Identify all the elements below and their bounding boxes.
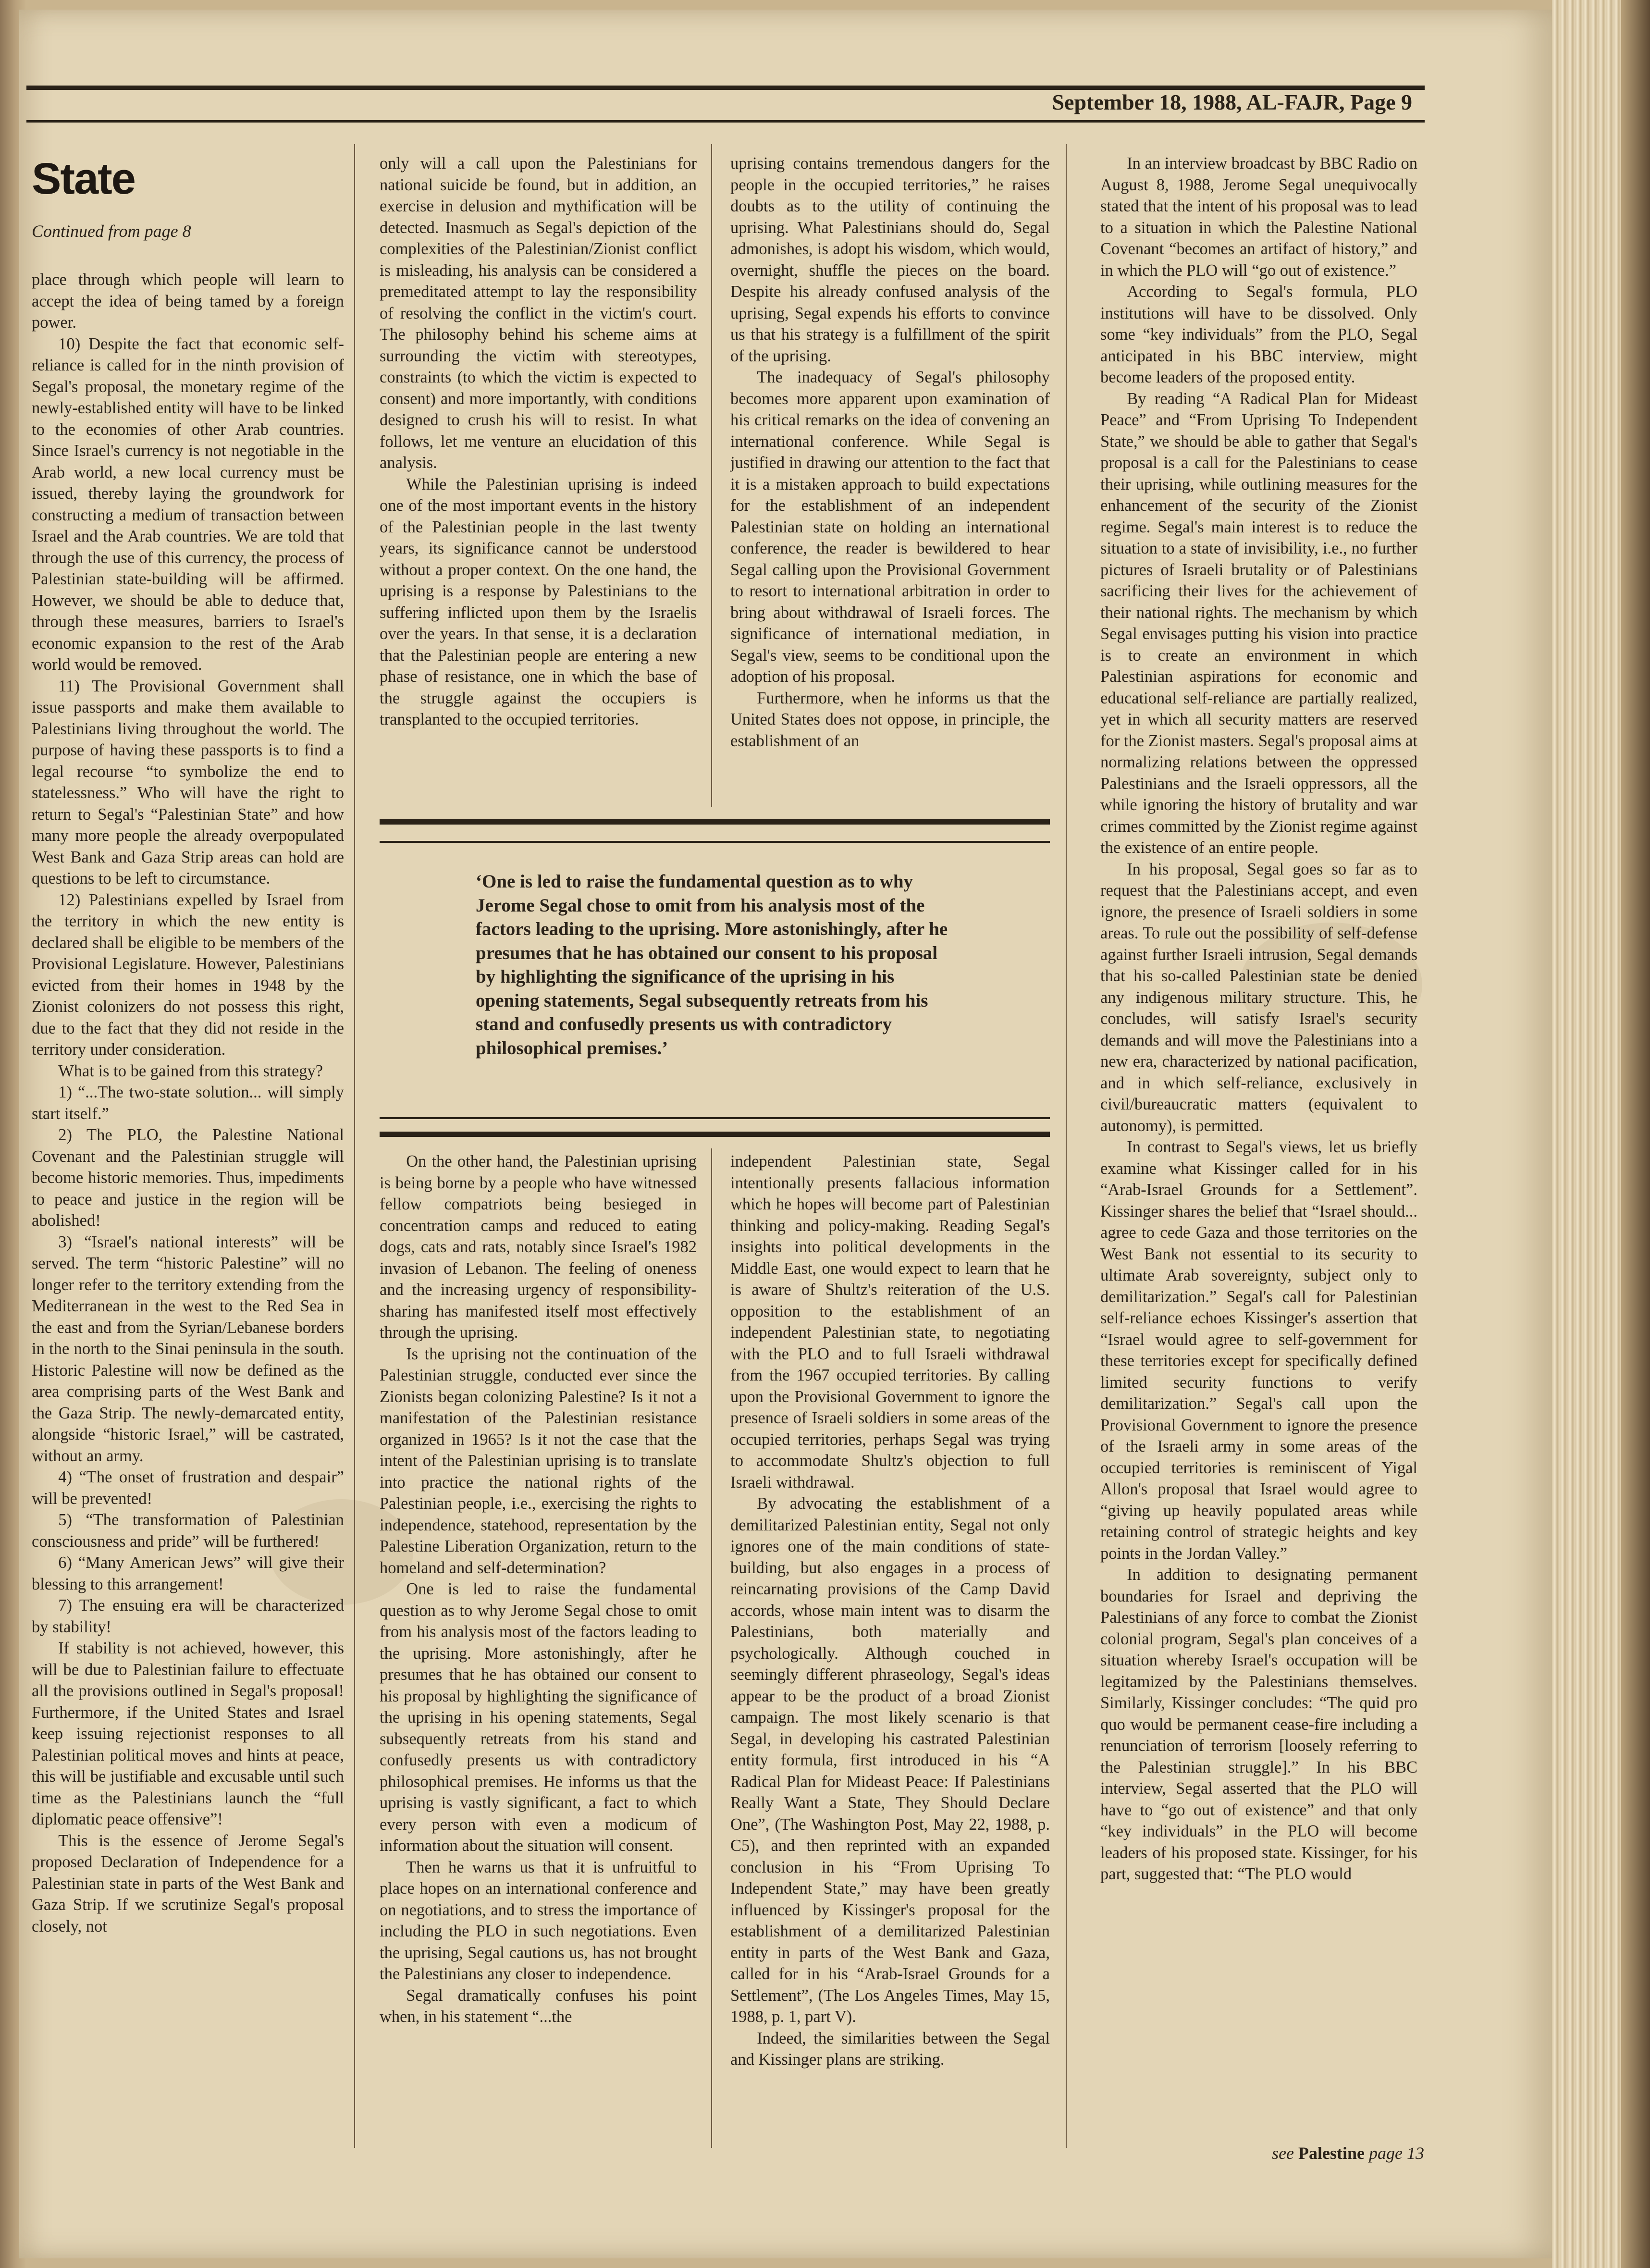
article-column-3-bottom xyxy=(730,1151,1050,2071)
paragraph: The inadequacy of Segal's philosophy becomes more apparent upon examination of his critical remarks on the idea of convening an international conference. While Segal is justified in drawing our attention to the fact that it is a mistaken approach to build expectations for the establishment of an independent Palestinian state on holding an international conference, the reader is bewildered to hear Segal calling upon the Provisional Government to resort to international arbitration in order to bring about withdrawal of Israeli forces. The significance of international mediation, in Segal's view, seems to be conditional upon the adoption of his proposal. xyxy=(730,368,1050,686)
paragraph: While the Palestinian uprising is indeed one of the most important events in the history of the Palestinian people in the last twenty years, its significance cannot be understood without a proper context. On the one hand, the uprising is a response by Palestinians to the suffering inflicted upon them by the Israelis over the years. In that sense, it is a declaration that the Palestinian people are entering a new phase of resistance, one in which the base of the struggle against the occupiers is transplanted to the occupied territories. xyxy=(380,475,697,728)
paragraph: Then he warns us that it is unfruitful to place hopes on an international conference and on negotiations, and to stress the importance of including the PLO in such negotiations. Even the uprising, Segal cautions us, has not brought the Palestinians any closer to independence. xyxy=(380,1858,697,1983)
top-rule-thin xyxy=(26,120,1425,123)
paragraph: In an interview broadcast by BBC Radio on August 8, 1988, Jerome Segal unequivocally stated that the intent of his proposal was to lead to a situation in which the Palestine National Covenant “becomes an artifact of history,” and in which the PLO will “go out of existence.” xyxy=(1100,154,1417,280)
paragraph: 3) “Israel's national interests” will be served. The term “historic Palestine” will no longer refer to the territory extending from the Mediterranean in the west to the Red Sea in the east and from the Syrian/Lebanese borders in the north to the Sinai peninsula in the south. Historic Palestine will now be defined as the area comprising parts of the West Bank and the Gaza Strip. The newly-demarcated entity, alongside “historic Israel,” will be castrated, without an army. xyxy=(32,1233,344,1465)
jump-page: page 13 xyxy=(1369,2144,1424,2163)
paragraph: uprising contains tremendous dangers for the people in the occupied territories,” he raises doubts as to the utility of continuing the uprising. What Palestinians should do, Segal admonishes, is adopt his wisdom, which would, overnight, shuffle the pieces on the board. Despite his already confused analysis of the uprising, Segal expends his efforts to convince us that his strategy is a fulfillment of the spirit of the uprising. xyxy=(730,154,1050,365)
article-column-2-top xyxy=(380,153,697,730)
pullquote-rule-top-thin xyxy=(380,841,1050,843)
jump-prefix: see xyxy=(1272,2144,1294,2163)
paragraph: independent Palestinian state, Segal intentionally presents fallacious information which he hopes will become part of Palestinian thinking and policy-making. Reading Segal's insights into political developments in the Middle East, one would expect to learn that he is aware of Shultz's reiteration of the U.S. opposition to the establishment of an independent Palestinian state, to negotiating with the PLO and to full Israeli withdrawal from the 1967 occupied territories. By calling upon the Provisional Government to ignore the presence of Israeli soldiers in some areas of the occupied territories, perhaps Segal was trying to accommodate Shultz's objection to full Israeli withdrawal. xyxy=(730,1152,1050,1491)
article-title: State xyxy=(32,154,135,203)
paragraph: 10) Despite the fact that economic self-reliance is called for in the ninth provision of Segal's proposal, the monetary regime of the newly-established entity will have to be linked to the economies of other Arab countries. Since Israel's currency is not negotiable in the Arab world, a new local currency must be issued, thereby laying the groundwork for constructing a medium of transaction between Israel and the Arab countries. We are told that through the use of this currency, the process of Palestinian state-building will be affirmed. However, we should be able to deduce that, through these measures, barriers to Israel's economic expansion to the rest of the Arab world would be removed. xyxy=(32,334,344,674)
pullquote-rule-bottom-thin xyxy=(380,1117,1050,1119)
article-column-2-bottom xyxy=(380,1151,697,2028)
column-divider xyxy=(711,1148,712,2148)
column-divider xyxy=(354,144,355,2148)
pull-quote xyxy=(476,870,951,1060)
paragraph: If stability is not achieved, however, this will be due to Palestinian failure to effectuate all the provisions outlined in Segal's proposal! Furthermore, if the United States and Israel keep issuing rejectionist responses to all Palestinian political moves and hints at peace, this will be justifiable and excusable until such time as the Palestinians launch the “full diplomatic peace offensive”! xyxy=(32,1639,344,1828)
paragraph: In contrast to Segal's views, let us briefly examine what Kissinger called for in his “Arab-Israel Grounds for a Settlement”. Kissinger shares the belief that “Israel should... agree to cede Gaza and those territories on the West Bank not essential to its security to ultimate Arab sovereignty, subject only to demilitarization.” Segal's call for Palestinian self-reliance echoes Kissinger's assertion that “Israel would agree to self-government for these territories except for specifically defined limited security functions to verify demilitarization.” Segal's call upon the Provisional Government to ignore the presence of the Israeli army in some areas of the occupied territories is reminiscent of Yigal Allon's proposal that Israel would agree to “giving up heavily populated areas while retaining control of strategic heights and key points in the Jordan Valley.” xyxy=(1100,1138,1417,1563)
pullquote-rule-bottom xyxy=(380,1132,1050,1137)
paragraph: only will a call upon the Palestinians for national suicide be found, but in addition, an exercise in delusion and mythification will be detected. Inasmuch as Segal's depiction of the complexities of the Palestinian/Zionist conflict is misleading, his analysis can be considered a premeditated attempt to lay the responsibility of resolving the conflict in the victim's court. The philosophy behind his scheme aims at surrounding the victim with stereotypes, constraints (to which the victim is expected to consent) and more importantly, with conditions designed to crush his will to resist. In what follows, let me venture an elucidation of this analysis. xyxy=(380,154,697,472)
pull-quote-text: ‘One is led to raise the fundamental question as to why Jerome Segal chose to omit from his analysis most of the factors leading to the uprising. More astonishingly, after he presumes that he has obtained our consent to his proposal by highlighting the significance of the uprising in his opening statements, Segal subsequently retreats from his stand and confusedly presents us with contradictory philosophical premises.’ xyxy=(476,871,948,1059)
paragraph: 1) “...The two-state solution... will simply start itself.” xyxy=(32,1083,344,1123)
paragraph: 5) “The transformation of Palestinian consciousness and pride” will be furthered! xyxy=(32,1511,344,1551)
paragraph: 7) The ensuing era will be characterized by stability! xyxy=(32,1596,344,1636)
column-divider xyxy=(1066,144,1067,2148)
continued-jump-line xyxy=(1272,2143,1424,2163)
paragraph: Is the uprising not the continuation of the Palestinian struggle, conducted ever since the Zionists began colonizing Palestine? Is it not a manifestation of the Palestinian resistance organized in 1965? Is it not the case that the intent of the Palestinian uprising is to translate into practice the national rights of the Palestinian people, i.e., exercising the rights to independence, statehood, representation by the Palestine Liberation Organization, return to the homeland and self-determination? xyxy=(380,1344,697,1577)
paragraph: This is the essence of Jerome Segal's proposed Declaration of Independence for a Palestinian state in parts of the West Bank and Gaza Strip. If we scrutinize Segal's proposal closely, not xyxy=(32,1831,344,1935)
jump-word: Palestine xyxy=(1298,2144,1365,2163)
book-page-edges xyxy=(1552,0,1650,2268)
paragraph: By reading “A Radical Plan for Mideast Peace” and “From Uprising To Independent State,” we should be able to gather that Segal's proposal is a call for the Palestinians to cease their uprising, while outlining measures for the enhancement of the security of the Zionist regime. Segal's main interest is to reduce the situation to a state of invisibility, i.e., no further pictures of Israeli brutality or of Palestinians sacrificing their lives for the achievement of their national rights. The mechanism by which Segal envisages putting his vision into practice is to create an environment in which Palestinian aspirations for economic and educational self-reliance are partially realized, yet in which all security matters are reserved for the Zionist masters. Segal's proposal aims at normalizing relations between the oppressed Palestinians and the Israeli oppressors, all the while ignoring the history of brutality and war crimes committed by the Zionist regime against the existence of an entire people. xyxy=(1100,389,1417,857)
paragraph: place through which people will learn to accept the idea of being tamed by a foreign power. xyxy=(32,271,344,332)
page-dateline: September 18, 1988, AL-FAJR, Page 9 xyxy=(1052,90,1412,114)
column-divider xyxy=(711,144,712,807)
article-column-3-top xyxy=(730,153,1050,752)
paragraph: One is led to raise the fundamental question as to why Jerome Segal chose to omit from his analysis most of the factors leading to the uprising. More astonishingly, after he presumes that he has obtained our consent to his proposal by highlighting the significance of the uprising in his opening statements, Segal subsequently retreats from his stand and confusedly presents us with contradictory philosophical premises. He informs us that the uprising is vastly significant, a fact to which every person with even a modicum of information about the situation will consent. xyxy=(380,1580,697,1855)
paragraph: According to Segal's formula, PLO institutions will have to be dissolved. Only some “key individuals” from the PLO, Segal anticipated in his BBC interview, might become leaders of the proposed entity. xyxy=(1100,283,1417,386)
paragraph: 2) The PLO, the Palestine National Covenant and the Palestinian struggle will become historic memories. Thus, impediments to peace and justice in the region will be abolished! xyxy=(32,1126,344,1230)
article-column-4 xyxy=(1100,153,1417,1885)
paragraph: 4) “The onset of frustration and despair” will be prevented! xyxy=(32,1468,344,1508)
paragraph: 6) “Many American Jews” will give their blessing to this arrangement! xyxy=(32,1553,344,1593)
paragraph: What is to be gained from this strategy? xyxy=(58,1061,323,1080)
paragraph: 12) Palestinians expelled by Israel from the territory in which the new entity is declared shall be eligible to be members of the Provisional Legislature. However, Palestinians evicted from their homes in 1948 by the Zionist colonizers do not possess this right, due to the fact that they did not reside in the territory under consideration. xyxy=(32,890,344,1059)
article-column-1 xyxy=(32,269,344,1937)
paragraph: In his proposal, Segal goes so far as to request that the Palestinians accept, and even ignore, the presence of Israeli soldiers in some areas. To rule out the possibility of self-defense against further Israeli intrusion, Segal demands that his so-called Palestinian state be denied any indigenous military structure. This, he concludes, will satisfy Israel's security demands and will move the Palestinians into a new era, characterized by national pacification, and in which self-reliance, exclusively in civil/bureaucratic matters (equivalent to autonomy), is permitted. xyxy=(1100,860,1417,1135)
paragraph: Indeed, the similarities between the Segal and Kissinger plans are striking. xyxy=(730,2029,1050,2069)
paragraph: Segal dramatically confuses his point when, in his statement “...the xyxy=(380,1986,697,2026)
pullquote-rule-top xyxy=(380,819,1050,825)
paragraph: 11) The Provisional Government shall issue passports and make them available to Palestinians living throughout the world. The purpose of having these passports is to find a legal recourse “to symbolize the end to statelessness.” Who will have the right to return to Segal's “Palestinian State” and how many more people the already overpopulated West Bank and Gaza Strip areas can hold are questions to be left to circumstance. xyxy=(32,677,344,887)
paragraph: In addition to designating permanent boundaries for Israel and depriving the Palestinians of any force to combat the Zionist colonial program, Segal's plan conceives of a situation whereby Israel's occupation will be legitamized by the Palestinians themselves. Similarly, Kissinger concludes: “The quid pro quo would be permanent cease-fire including a renunciation of terrorism [loosely referring to the Palestinian struggle].” In his BBC interview, Segal asserted that the PLO will have to “go out of existence” and that only “key individuals” in the PLO will become leaders of his proposed state. Kissinger, for his part, suggested that: “The PLO would xyxy=(1100,1565,1417,1883)
continued-from: Continued from page 8 xyxy=(32,222,191,241)
paragraph: Furthermore, when he informs us that the United States does not oppose, in principle, the establishment of an xyxy=(730,689,1050,750)
paragraph: On the other hand, the Palestinian uprising is being borne by a people who have witnessed fellow compatriots being besieged in concentration camps and reduced to eating dogs, cats and rats, notably since Israel's 1982 invasion of Lebanon. The feeling of oneness and the increasing urgency of responsibility-sharing has manifested itself most effectively through the uprising. xyxy=(380,1152,697,1342)
paragraph: By advocating the establishment of a demilitarized Palestinian entity, Segal not only ignores one of the main conditions of state-building, but also engages in a process of reincarnating provisions of the Camp David accords, whose main intent was to disarm the Palestinians, both materially and psychologically. Although couched in seemingly different phraseology, Segal's ideas appear to be the product of a broad Zionist campaign. The most likely scenario is that Segal, in developing his castrated Palestinian entity formula, first introduced in his “A Radical Plan for Mideast Peace: If Palestinians Really Want a State, They Should Declare One”, (The Washington Post, May 22, 1988, p. C5), and then reprinted with an expanded conclusion in his “From Uprising To Independent State,” may have been greatly influenced by Kissinger's proposal for the establishment of a demilitarized Palestinian entity in parts of the West Bank and Gaza, called for in his “Arab-Israel Grounds for a Settlement”, (The Los Angeles Times, May 15, 1988, p. 1, part V). xyxy=(730,1494,1050,2026)
